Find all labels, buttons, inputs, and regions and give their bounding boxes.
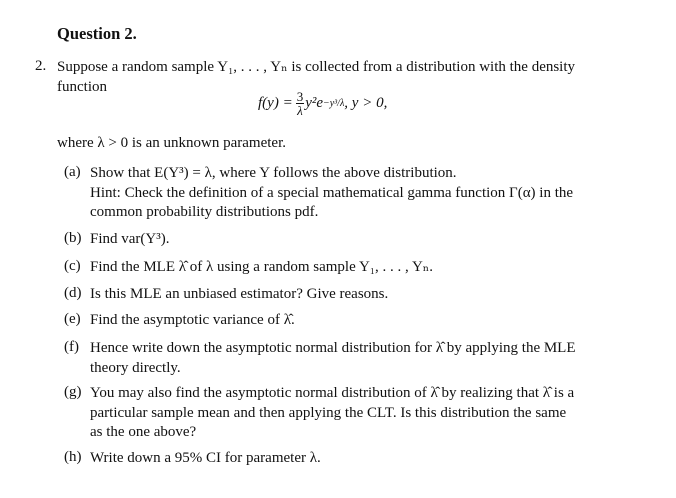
density-formula <box>258 90 387 117</box>
part-b-text <box>90 230 650 250</box>
formula-denominator: λ <box>297 103 303 118</box>
formula-lhs: f(y) = <box>258 95 293 111</box>
part-c-line-1: Find the MLE λ̂ of λ using a random sample Y₁, . . . , Yₙ. <box>90 259 434 275</box>
part-a-line-3: common probability distributions pdf. <box>90 204 319 220</box>
part-a-label: (a) <box>64 164 81 180</box>
part-f-label: (f) <box>64 339 79 355</box>
part-c-text <box>90 258 650 278</box>
part-h-line-1: Write down a 95% CI for parameter λ. <box>90 450 321 466</box>
part-e-label: (e) <box>64 311 81 327</box>
part-d-text <box>90 285 650 305</box>
part-g-text <box>90 384 650 443</box>
formula-rhs: y²e <box>305 95 323 111</box>
formula-condition: , y > 0, <box>344 95 388 111</box>
formula-exponent: −y³/λ <box>323 98 345 109</box>
part-g-label: (g) <box>64 384 82 400</box>
formula-fraction <box>296 90 305 117</box>
part-a-line-1: Show that E(Y³) = λ, where Y follows the above distribution. <box>90 165 457 181</box>
part-f-line-2: theory directly. <box>90 359 181 376</box>
part-a-line-2: Hint: Check the definition of a special mathematical gamma function Γ(α) in the <box>90 184 574 201</box>
part-f-text <box>90 339 650 378</box>
part-d-label: (d) <box>64 285 82 301</box>
question-where: where λ > 0 is an unknown parameter. <box>57 135 286 151</box>
question-number: 2. <box>35 58 47 74</box>
part-b-label: (b) <box>64 230 82 246</box>
part-d-line-1: Is this MLE an unbiased estimator? Give reasons. <box>90 286 389 302</box>
question-intro-line-1: Suppose a random sample Y₁, . . . , Yₙ is collected from a distribution with the density <box>57 59 576 75</box>
part-c-label: (c) <box>64 258 81 274</box>
question-heading: Question 2. <box>57 24 137 43</box>
part-g-line-3: as the one above? <box>90 424 197 440</box>
part-e-line-1: Find the asymptotic variance of λ̂. <box>90 312 295 328</box>
part-h-text <box>90 449 650 469</box>
part-e-text <box>90 311 650 331</box>
part-g-line-2: particular sample mean and then applying the CLT. Is this distribution the same <box>90 404 567 421</box>
part-b-line-1: Find var(Y³). <box>90 231 170 247</box>
part-h-label: (h) <box>64 449 82 465</box>
part-a-text <box>90 164 650 223</box>
part-g-line-1: You may also find the asymptotic normal distribution of λ̂ by realizing that λ̂ is a <box>90 385 575 401</box>
formula-numerator: 3 <box>296 89 304 104</box>
part-f-line-1: Hence write down the asymptotic normal distribution for λ̂ by applying the MLE <box>90 340 576 356</box>
question-intro-line-2: function <box>57 79 107 95</box>
